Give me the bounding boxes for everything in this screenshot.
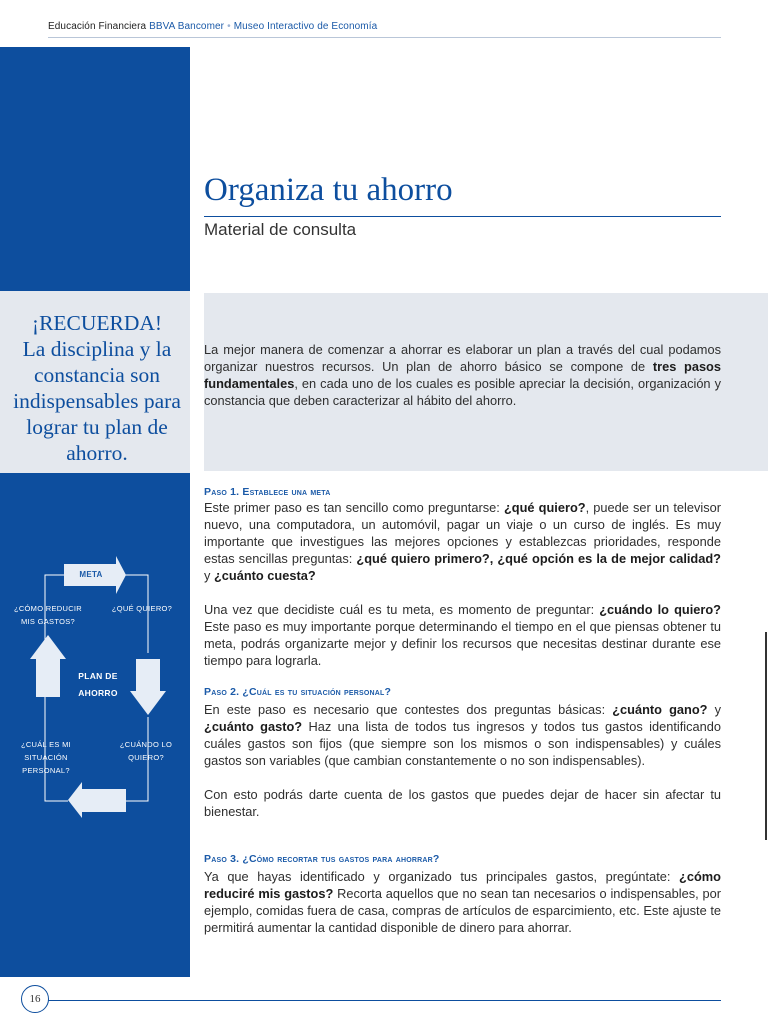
edge-mark xyxy=(765,632,767,840)
diagram-line: QUIERO? xyxy=(128,753,164,762)
header-brand: BBVA Bancomer xyxy=(149,21,225,32)
body-emphasis: ¿cómo reduciré mis gastos? xyxy=(204,869,721,901)
reminder-line: ¡RECUERDA! xyxy=(31,311,163,335)
page-subtitle: Material de consulta xyxy=(204,220,357,239)
diagram-line: SITUACIÓN xyxy=(24,753,68,762)
body-emphasis: ¿cuánto gano? xyxy=(612,702,708,717)
body-text: Este primer paso es tan sencillo como preguntarse: xyxy=(204,500,504,515)
footer-rule xyxy=(48,1000,721,1001)
diagram-reducir-label xyxy=(6,602,90,628)
intro-emphasis: tres pasos fundamentales xyxy=(204,359,721,391)
intro-text: , en cada uno de los cuales es posible apreciar la decisión, organización y constancia que deben caracterizar al hábito del ahorro. xyxy=(204,376,721,408)
diagram-plan-label xyxy=(60,668,136,702)
intro-text: La mejor manera de comenzar a ahorrar es elaborar un plan a través del cual podamos organizar nuestros recursos. Un plan de ahorro básico se compone de xyxy=(204,342,721,374)
page-title: Organiza tu ahorro xyxy=(204,172,453,208)
body-emphasis: ¿cuánto cuesta? xyxy=(213,568,316,583)
body-text: Recorta aquellos que no sean tan necesarios o indispensables, por ejemplo, comidas fuera de casa, compras de artículos de esparcimiento, etc. Este ajuste te permitirá aumentar la cantidad disponible de dinero para ahorrar. xyxy=(204,886,721,935)
header-separator: • xyxy=(227,21,231,32)
header-museum: Museo Interactivo de Economía xyxy=(233,21,378,32)
header-rule xyxy=(48,37,721,38)
diagram-que-quiero-label: ¿QUÉ QUIERO? xyxy=(111,604,173,613)
diagram-meta-label: META xyxy=(79,570,103,579)
reminder-line: lograr tu plan de xyxy=(26,415,168,439)
step3-heading: Paso 3. ¿Cómo recortar tus gastos para ahorrar? xyxy=(204,853,440,865)
body-emphasis: ¿qué quiero? xyxy=(503,500,586,515)
step1-paragraph-1 xyxy=(204,499,721,584)
body-emphasis: ¿cuándo lo quiero? xyxy=(599,602,721,617)
running-header xyxy=(48,21,377,32)
body-text: Este paso es muy importante porque determinando el tiempo en el que piensas obtener tu meta, podrás organizarte mejor y definir los recursos que necesitas destinar durante ese tiempo para lograrla. xyxy=(204,619,721,668)
header-section: Educación Financiera xyxy=(48,21,147,32)
reminder-line: La disciplina y la xyxy=(22,337,172,361)
body-emphasis: ¿qué quiero primero?, ¿qué opción es la de mejor calidad? xyxy=(356,551,721,566)
step2-paragraph-1 xyxy=(204,701,721,769)
step1-heading: Paso 1. Establece una meta xyxy=(204,486,331,498)
body-text: Una vez que decidiste cuál es tu meta, es momento de preguntar: xyxy=(204,602,600,617)
left-arrow xyxy=(68,782,126,818)
diagram-cuando-label xyxy=(104,738,188,764)
body-text: y xyxy=(707,702,721,717)
body-emphasis: ¿cuánto gasto? xyxy=(204,719,303,734)
diagram-situacion-label xyxy=(6,738,86,777)
reminder-line: constancia son xyxy=(34,363,160,387)
savings-cycle-diagram xyxy=(0,473,190,977)
blue-panel-top xyxy=(0,47,190,291)
body-text: y xyxy=(204,568,214,583)
intro-paragraph xyxy=(204,341,721,409)
diagram-line: AHORRO xyxy=(78,688,118,698)
diagram-line: MIS GASTOS? xyxy=(20,617,75,626)
reminder-callout xyxy=(4,310,190,466)
diagram-line: ¿CUÁNDO LO xyxy=(119,740,173,749)
step3-paragraph-1 xyxy=(204,868,721,936)
page-number: 16 xyxy=(21,985,49,1013)
body-text: Haz una lista de todos tus ingresos y todos tus gastos identificando cuáles gastos son fijos (que siempre son los mismos o son indispensables) y cuáles gastos son variables (que cambian constantemente o no son indispensables). xyxy=(204,719,721,768)
body-text: Ya que hayas identificado y organizado tus principales gastos, pregúntate: xyxy=(204,869,680,884)
step2-paragraph-2: Con esto podrás darte cuenta de los gastos que puedes dejar de hacer sin afectar tu bienestar. xyxy=(204,787,721,819)
title-rule xyxy=(204,216,721,217)
reminder-line: ahorro. xyxy=(66,441,128,465)
step2-heading: Paso 2. ¿Cuál es tu situación personal? xyxy=(204,686,392,698)
body-text: En este paso es necesario que contestes dos preguntas básicas: xyxy=(204,702,613,717)
body-text: , puede ser un televisor nuevo, una computadora, un automóvil, pagar un viaje o un curso de inglés. Es muy importante que investigues las mejores opciones y establezcas prioridades, responde estas sencillas preguntas: xyxy=(204,500,721,566)
diagram-line: ¿CÓMO REDUCIR xyxy=(13,604,83,613)
reminder-line: indispensables para xyxy=(13,389,181,413)
diagram-line: ¿CUÁL ES MI xyxy=(20,740,72,749)
diagram-line: PLAN DE xyxy=(78,671,118,681)
diagram-line: PERSONAL? xyxy=(22,766,70,775)
step1-paragraph-2 xyxy=(204,601,721,669)
